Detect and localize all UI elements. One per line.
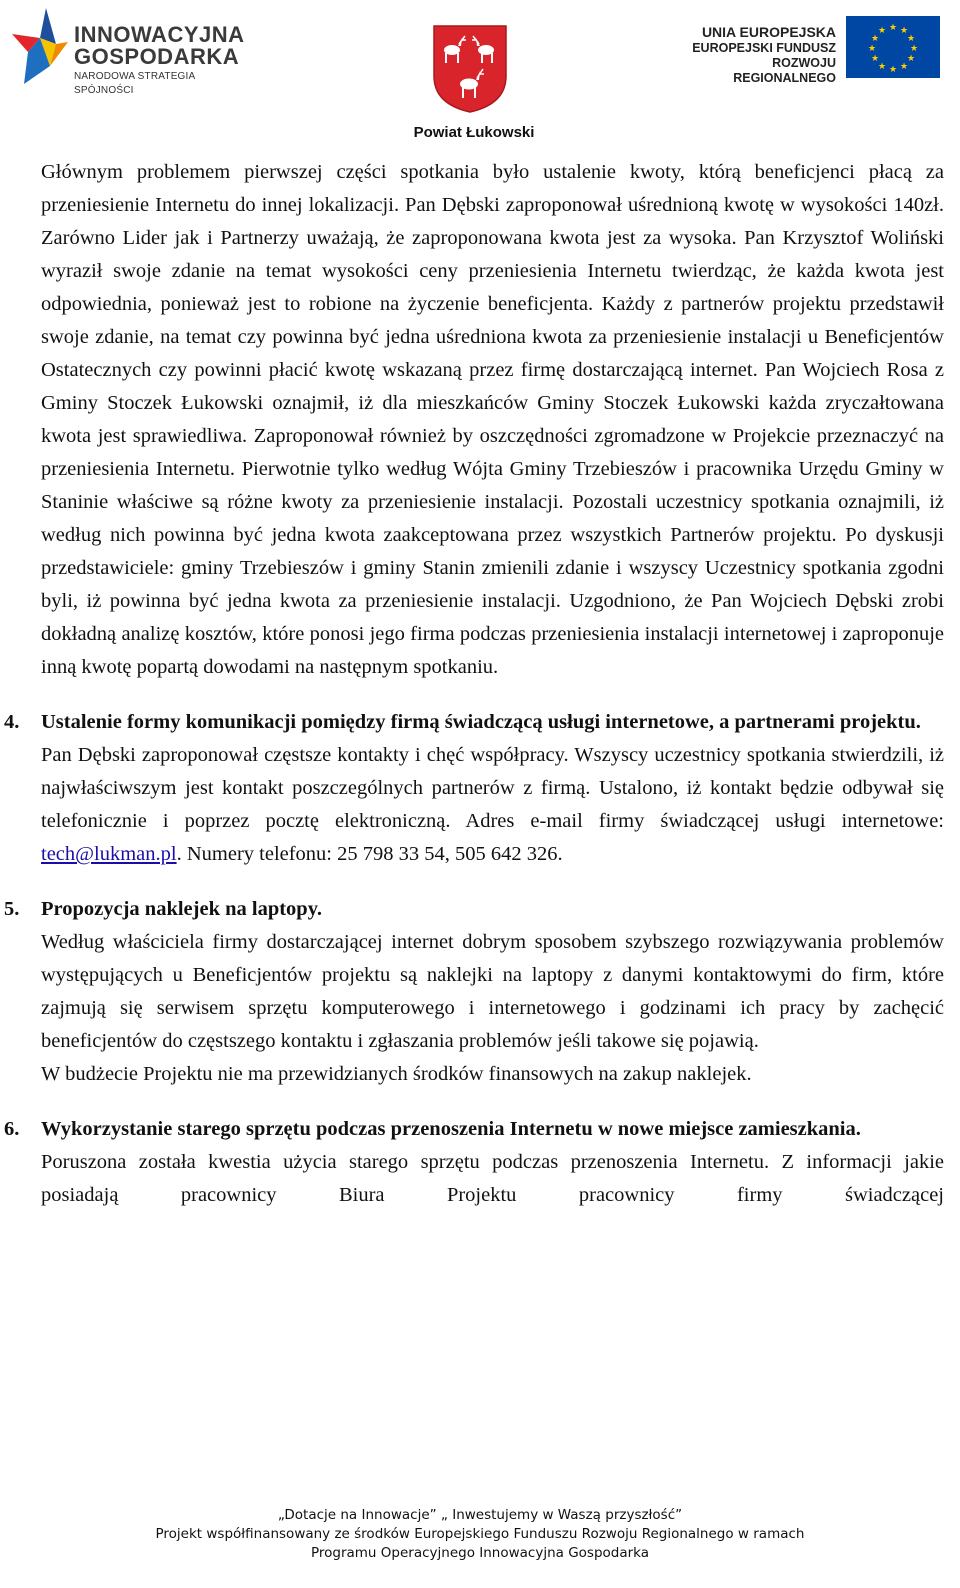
page-header (0, 0, 960, 150)
eu-line-2: EUROPEJSKI FUNDUSZ (692, 41, 836, 55)
section-body (41, 739, 944, 871)
svg-text:★: ★ (877, 26, 887, 36)
logo-line-1: INNOWACYJNA (74, 22, 245, 47)
footer-line-1: „Dotacje na Innowacje” „ Inwestujemy w Waszą przyszłość” (277, 1507, 683, 1523)
star-icon (6, 4, 70, 88)
section-number: 6. (4, 1118, 20, 1140)
email-link[interactable]: tech@lukman.pl (41, 843, 177, 865)
intro-paragraph: Głównym problemem pierwszej części spotkania było ustalenie kwoty, którą beneficjenci płacą za przeniesienie Internetu do innej lokalizacji. Pan Dębski zaproponował uśrednioną kwotę w wysokości 140zł. Zarówno Lider jak i Partnerzy uważają, że zaproponowana kwota jest za wysoka. Pan Krzysztof Woliński wyraził swoje zdanie na temat wysokości ceny przeniesienia Internetu twierdząc, że każda kwota jest odpowiednia, ponieważ jest to robione na życzenie beneficjenta. Każdy z partnerów projektu przedstawił swoje zdanie, na temat czy powinna być jedna uśredniona kwota za przeniesienie instalacji u Beneficjentów Ostatecznych czy powinni płacić kwotę wskazaną przez firmę dostarczającą internet. Pan Wojciech Rosa z Gminy Stoczek Łukowski oznajmił, iż dla mieszkańców Gminy Stoczek Łukowski każda zryczałtowana kwota jest sprawiedliwa. Zaproponował również by oszczędności zgromadzone w Projekcie przeznaczyć na przeniesienia Internetu. Pierwotnie tylko według Wójta Gminy Trzebieszów i pracownika Urzędu Gminy w Staninie właściwe są różne kwoty za przeniesienie instalacji. Pozostali uczestnicy spotkania oznajmili, iż według nich powinna być jedna kwota zaakceptowana przez wszystkich Partnerów projektu. Po dyskusji przedstawiciele: gminy Trzebieszów i gminy Stanin zmienili zdanie i wszyscy Uczestnicy spotkania zgodni byli, iż powinna być jedna kwota za przeniesienie instalacji. Uzgodniono, że Pan Wojciech Dębski zrobi dokładną analizę kosztów, które ponosi jego firma podczas przeniesienia instalacji internetowej i zaproponuje inną kwotę popartą dowodami na następnym spotkaniu. (41, 161, 944, 678)
svg-text:★: ★ (906, 54, 916, 64)
section-number: 4. (4, 711, 20, 733)
page-footer (0, 1506, 960, 1563)
section-body-text: Pan Dębski zaproponował częstsze kontakty i chęć współpracy. Wszyscy uczestnicy spotkania stwierdzili, iż najwłaściwszym jest kontakt poszczególnych partnerów z firmą. Ustalono, iż kontakt będzie odbywał się telefonicznie i poprzez pocztę elektroniczną. Adres e-mail firmy świadczącej usługi internetowe: (41, 744, 944, 832)
section-body-text-end: . Numery telefonu: 25 798 33 54, 505 642 326. (176, 843, 563, 865)
eu-line-3: ROZWOJU REGIONALNEGO (733, 56, 836, 85)
section-title: Ustalenie formy komunikacji pomiędzy firmą świadczącą usługi internetowe, a partnerami projektu. (41, 711, 921, 733)
svg-text:★: ★ (870, 34, 880, 44)
section-5 (4, 893, 944, 1091)
section-6 (4, 1113, 944, 1212)
powiat-crest-icon (432, 24, 508, 114)
svg-text:★: ★ (888, 65, 898, 75)
svg-text:★: ★ (906, 34, 916, 44)
innowacyjna-gospodarka-logo (6, 4, 256, 94)
section-4 (4, 706, 944, 871)
section-body: Według właściciela firmy dostarczającej internet dobrym sposobem szybszego rozwiązywania problemów występujących u Beneficjentów projektu są naklejki na laptopy z danymi kontaktowymi do firm, które zajmują się serwisem sprzętu komputerowego i internetowego i godzinami ich pracy by zachęcić beneficjentów do częstszego kontaktu i zgłaszania problemów jeśli takowe się pojawią. (41, 931, 944, 1052)
svg-text:★: ★ (877, 62, 887, 72)
logo-line-3: NARODOWA STRATEGIA SPÓJNOŚCI (74, 71, 195, 96)
svg-text:★: ★ (909, 44, 919, 54)
eu-text-logo (672, 24, 836, 86)
svg-text:★: ★ (867, 44, 877, 54)
section-title: Propozycja naklejek na laptopy. (41, 898, 322, 920)
document-body (4, 156, 944, 1212)
logo-line-2: GOSPODARKA (74, 44, 240, 69)
svg-text:★: ★ (899, 26, 909, 36)
section-title: Wykorzystanie starego sprzętu podczas przenoszenia Internetu w nowe miejsce zamieszkania. (41, 1118, 861, 1140)
section-body: Poruszona została kwestia użycia starego sprzętu podczas przenoszenia Internetu. Z informacji jakie posiadają pracownicy Biura Projektu pracownicy firmy świadczącej (41, 1151, 944, 1206)
section-body-note: W budżecie Projektu nie ma przewidzianych środków finansowych na zakup naklejek. (41, 1063, 752, 1085)
footer-line-2: Projekt współfinansowany ze środków Europejskiego Funduszu Rozwoju Regionalnego w ramach (155, 1526, 805, 1542)
eu-line-1: UNIA EUROPEJSKA (701, 24, 836, 40)
crest-caption: Powiat Łukowski (413, 124, 535, 141)
svg-text:★: ★ (888, 23, 898, 33)
svg-text:★: ★ (899, 62, 909, 72)
section-number: 5. (4, 898, 20, 920)
footer-line-3: Programu Operacyjnego Innowacyjna Gospodarka (310, 1545, 650, 1561)
eu-flag-icon (846, 16, 940, 78)
svg-text:★: ★ (870, 54, 880, 64)
